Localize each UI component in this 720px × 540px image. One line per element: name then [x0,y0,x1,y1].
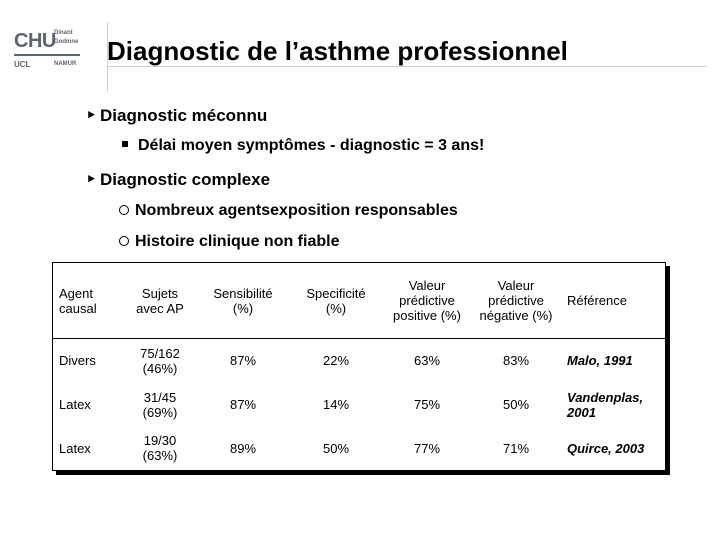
table-cell: 19/30 (63%) [142,433,178,464]
circle-bullet-icon [119,205,129,215]
table-header-row [53,263,666,339]
table-cell-reference: Quirce, 2003 [567,440,645,456]
logo-ucl-text: UCL [14,60,31,69]
logo-chu-text: CHU [14,30,56,52]
bullet-text: Délai moyen symptômes - diagnostic = 3 ans! [138,137,485,154]
bullet-level1 [86,106,267,126]
table-cell: 87% [229,397,257,412]
table-header-cell: Sujets avec AP [136,285,184,316]
bullet-arrow-icon: ‣ [86,106,97,125]
table-cell: 22% [322,353,350,369]
table-cell: 87% [229,353,257,369]
table-cell: 89% [229,440,257,456]
logo-namur-text: NAMUR [54,61,77,67]
table-cell: 50% [322,440,350,456]
bullet-arrow-icon: ‣ [86,170,97,189]
chu-logo [14,26,88,78]
table-cell: 63% [413,353,441,369]
table-header-cell: Valeur prédictive négative (%) [479,278,553,323]
bullet-level1 [86,170,270,190]
table-cell: 14% [322,397,350,412]
table-header-cell: Sensibilité (%) [213,285,273,316]
bullet-text: Diagnostic complexe [100,170,271,189]
table-cell: 75/162 (46%) [140,345,180,376]
table-cell: Latex [59,440,91,456]
table-cell: 83% [502,353,530,369]
table-cell: 31/45 (69%) [142,389,178,420]
table-header-cell: Valeur prédictive positive (%) [393,278,461,323]
table-row [53,383,666,427]
circle-bullet-icon [119,236,129,246]
logo-divider [14,54,80,56]
table-cell: 75% [413,397,441,412]
slide-title: Diagnostic de l’asthme professionnel [107,36,568,66]
table-cell: Latex [59,397,91,412]
bullet-level2 [122,137,484,155]
table-header-cell: Agent causal [59,285,97,316]
table-cell: Divers [59,353,96,369]
table-cell: 77% [413,440,441,456]
diagnostic-table [52,262,666,471]
table-cell: 50% [502,397,530,412]
table-cell-reference: Malo, 1991 [567,353,633,369]
logo-dinant-text: Dinant [54,30,73,36]
table-row [53,427,666,471]
logo-godinne-text: Godinne [54,39,79,45]
bullet-level2 [119,233,339,251]
table-row [53,339,666,383]
table-header-cell: Référence [567,293,627,308]
table-cell-reference: Vandenplas, 2001 [567,389,644,420]
table-cell: 71% [502,440,530,456]
square-bullet-icon [122,141,128,147]
bullet-level2 [119,202,458,220]
table-header-cell: Specificité (%) [306,285,366,316]
bullet-text: Histoire clinique non fiable [135,233,340,250]
bullet-text: Nombreux agentsexposition responsables [135,202,458,219]
bullet-text: Diagnostic méconnu [100,106,268,125]
